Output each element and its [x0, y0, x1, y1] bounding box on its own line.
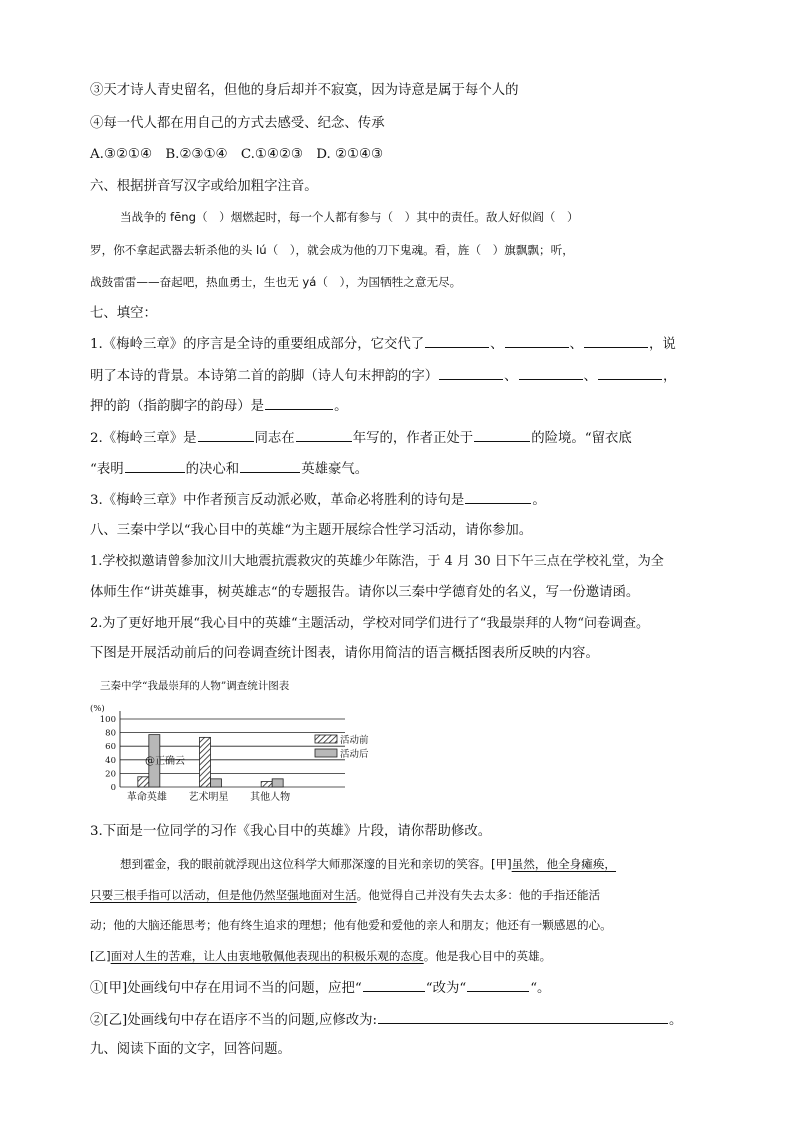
legend-swatch [315, 749, 337, 757]
answer-blank[interactable] [125, 459, 185, 473]
y-axis-label: (%) [90, 704, 105, 714]
answer-blank[interactable] [505, 334, 569, 348]
category-label: 艺术明星 [188, 792, 229, 803]
fill-q3: 3.《梅岭三章》中作者预言反动派必败，革命必将胜利的诗句是 。 [90, 490, 546, 510]
y-tick-label: 60 [105, 742, 116, 753]
answer-blank[interactable] [584, 334, 648, 348]
q8-3-text: 3.下面是一位同学的习作《我心目中的英雄》片段，请你帮助修改。 [90, 824, 492, 839]
y-tick-label: 20 [105, 769, 116, 780]
bar-after-1 [211, 779, 222, 787]
pinyin-passage-line-1: 当战争的 fēng（ ）烟燃起时，每一个人都有参与（ ）其中的责任。敌人好似阎（ ） [120, 210, 579, 224]
answer-blank[interactable] [198, 428, 254, 442]
essay-line-1: 想到霍金，我的眼前就浮现出这位科学大师那深邃的目光和亲切的笑容。[甲]虽然，他全身瘫痪， [120, 857, 617, 871]
revision-q2: ②[乙]处画线句中存在语序不当的问题,应修改为: 。 [90, 1010, 682, 1030]
survey-bar-chart [90, 676, 390, 806]
fill-q2-line-1: 2.《梅岭三章》是 同志在 年写的，作者正处于 的险境。“留衣底 [90, 428, 632, 448]
answer-blank[interactable] [378, 1010, 668, 1024]
answer-blank[interactable] [265, 396, 333, 410]
section-8-title: 八、三秦中学以“我心目中的英雄“为主题开展综合性学习活动，请你参加。 [90, 523, 533, 538]
q8-1-line-2: 体师生作“讲英雄事，树英雄志“的专题报告。请你以三秦中学德育处的名义，写一份邀请函。 [90, 585, 640, 600]
y-tick-labels [100, 715, 116, 793]
essay-line-2: 只要三根手指可以活动，但是他仍然坚强地面对生活。他觉得自己并没有失去太多：他的手指还能活 [90, 888, 601, 902]
legend-label: 活动后 [340, 749, 369, 760]
section-6-title: 六、根据拼音写汉字或给加粗字注音。 [90, 179, 318, 194]
chart-title: 三秦中学“我最崇拜的人物”调查统计图表 [100, 680, 290, 692]
essay-line-4: [乙]面对人生的苦难，让人由衷地敬佩他表现出的积极乐观的态度。他是我心目中的英雄。 [90, 949, 552, 963]
pinyin-passage-line-2: 罗，你不拿起武器去斩杀他的头 lú（ ），就会成为他的刀下鬼魂。看，旌（ ）旗飘飘；听， [90, 243, 574, 257]
answer-blank[interactable] [465, 490, 531, 504]
bar-before-2 [261, 782, 272, 787]
underlined-sentence-a: 只要三根手指可以活动，但是他仍然坚强地面对生活 [90, 888, 357, 902]
watermark-text: @正确云 [145, 756, 185, 767]
answer-blank[interactable] [296, 428, 352, 442]
bar-after-2 [272, 779, 283, 787]
fill-q1-line-1: 1.《梅岭三章》的序言是全诗的重要组成部分，它交代了 、 、 ，说 [90, 334, 676, 354]
pinyin-passage-line-3: 战鼓雷雷——奋起吧，热血勇士，生也无 yá（ ），为国牺牲之意无尽。 [90, 275, 462, 289]
fill-q1-line-2: 明了本诗的背景。本诗第二首的韵脚（诗人句末押韵的字） 、 、 ， [90, 366, 676, 386]
category-label: 革命英雄 [126, 792, 167, 803]
answer-choices: A.③②①④ B.②③①④ C.①④②③ D. ②①④③ [90, 147, 384, 162]
underlined-sentence-b: 面对人生的苦难，让人由衷地敬佩他表现出的积极乐观的态度 [110, 949, 424, 963]
option-line-3: ③天才诗人青史留名，但他的身后却并不寂寞，因为诗意是属于每个人的 [90, 83, 519, 98]
bar-before-0 [138, 777, 149, 787]
x-category-labels [127, 790, 290, 803]
legend-label: 活动前 [340, 735, 369, 746]
q8-1-line-1: 1.学校拟邀请曾参加汶川大地震抗震救灾的英雄少年陈浩，于 4 月 30 日下午三点在学校礼堂，为全 [90, 554, 664, 569]
option-line-4: ④每一代人都在用自己的方式去感受、纪念、传承 [90, 116, 385, 131]
q8-2-line-1: 2.为了更好地开展“我心目中的英雄“主题活动，学校对同学们进行了“我最崇拜的人物“问卷调查。 [90, 616, 649, 631]
y-tick-label: 80 [105, 728, 116, 739]
answer-blank[interactable] [598, 366, 662, 380]
fill-q2-line-2: “表明 的决心和 英雄豪气。 [90, 459, 368, 479]
section-9-title: 九、阅读下面的文字，回答问题。 [90, 1042, 291, 1057]
legend-swatch [315, 735, 337, 743]
revision-q1: ①[甲]处画线句中存在用词不当的问题，应把“ “改为“ “。 [90, 978, 550, 998]
answer-blank[interactable] [240, 459, 300, 473]
answer-blank[interactable] [439, 366, 503, 380]
answer-blank[interactable] [425, 334, 489, 348]
y-tick-label: 0 [110, 783, 116, 793]
y-tick-label: 40 [105, 755, 116, 766]
category-label: 其他人物 [250, 792, 291, 803]
answer-blank[interactable] [467, 978, 529, 992]
y-tick-label: 100 [99, 715, 116, 725]
underlined-sentence-a: 虽然，他全身瘫痪， [511, 857, 617, 871]
section-7-title: 七、填空： [90, 306, 157, 321]
answer-blank[interactable] [474, 428, 530, 442]
answer-blank[interactable] [519, 366, 583, 380]
fill-q1-line-3: 押的韵（指韵脚字的韵母）是 。 [90, 396, 347, 416]
bar-before-1 [200, 737, 211, 787]
chart-legend [315, 734, 369, 760]
q8-2-line-2: 下图是开展活动前后的问卷调查统计图表，请你用简洁的语言概括图表所反映的内容。 [90, 646, 599, 661]
essay-line-3: 动；他的大脑还能思考；他有终生追求的理想；他有他爱和爱他的亲人和朋友；他还有一颗感恩的心。 [90, 918, 612, 932]
answer-blank[interactable] [363, 978, 425, 992]
